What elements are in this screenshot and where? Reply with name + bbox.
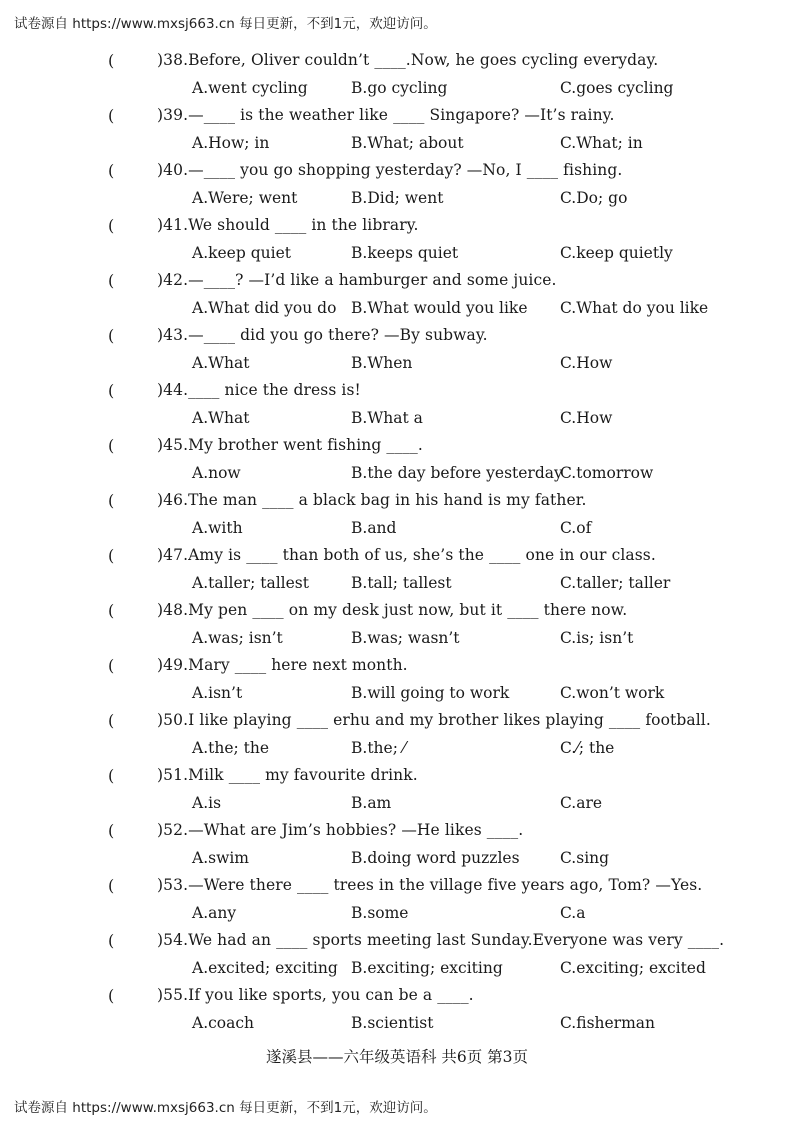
answer-paren: ( xyxy=(108,326,115,345)
answer-paren: ( xyxy=(108,546,115,565)
answer-paren: ( xyxy=(108,656,115,675)
option-a: A.is xyxy=(192,794,222,812)
option-a: A.with xyxy=(192,519,243,537)
answer-paren: ( xyxy=(108,216,115,235)
question-list xyxy=(0,49,794,1039)
answer-paren: ( xyxy=(108,766,115,785)
option-b: B.and xyxy=(351,519,397,537)
question-item xyxy=(0,214,794,269)
option-c: C.What; in xyxy=(560,134,643,152)
question-item xyxy=(0,159,794,214)
option-b: B.some xyxy=(351,904,409,922)
option-c: C.a xyxy=(560,904,586,922)
question-item xyxy=(0,929,794,984)
option-c: C.taller; taller xyxy=(560,574,671,592)
option-a: A.Were; went xyxy=(192,189,298,207)
answer-paren: ( xyxy=(108,436,115,455)
answer-paren: ( xyxy=(108,51,115,70)
question-item xyxy=(0,49,794,104)
question-item xyxy=(0,819,794,874)
option-b: B.What; about xyxy=(351,134,464,152)
watermark-top: 试卷源自 https://www.mxsj663.cn 每日更新，不到1元，欢迎访问。 xyxy=(14,16,437,32)
option-c: C.are xyxy=(560,794,603,812)
answer-paren: ( xyxy=(108,876,115,895)
option-a: A.the; the xyxy=(192,739,270,757)
question-item xyxy=(0,489,794,544)
option-a: A.now xyxy=(192,464,241,482)
option-a: A.How; in xyxy=(192,134,270,152)
option-a: A.was; isn’t xyxy=(192,629,283,647)
option-b: B.What would you like xyxy=(351,299,528,317)
option-c: C.of xyxy=(560,519,592,537)
option-a: A.any xyxy=(192,904,237,922)
option-c: C.won’t work xyxy=(560,684,665,702)
question-item xyxy=(0,104,794,159)
question-stem: )54.We had an ____ sports meeting last Sunday.Everyone was very ____. xyxy=(157,931,725,949)
option-c: C.goes cycling xyxy=(560,79,674,97)
question-stem: )38.Before, Oliver couldn’t ____.Now, he goes cycling everyday. xyxy=(157,51,659,69)
question-stem: )52.—What are Jim’s hobbies? —He likes ____. xyxy=(157,821,524,839)
question-stem: )53.—Were there ____ trees in the village five years ago, Tom? —Yes. xyxy=(157,876,703,894)
question-item xyxy=(0,379,794,434)
question-stem: )45.My brother went fishing ____. xyxy=(157,436,423,454)
question-stem: )50.I like playing ____ erhu and my brother likes playing ____ football. xyxy=(157,711,711,729)
option-a: A.went cycling xyxy=(192,79,308,97)
answer-paren: ( xyxy=(108,986,115,1005)
question-stem: )47.Amy is ____ than both of us, she’s the ____ one in our class. xyxy=(157,546,656,564)
question-item xyxy=(0,324,794,379)
option-c: C.keep quietly xyxy=(560,244,673,262)
question-item xyxy=(0,654,794,709)
option-a: A.coach xyxy=(192,1014,255,1032)
option-c: C.tomorrow xyxy=(560,464,654,482)
answer-paren: ( xyxy=(108,491,115,510)
question-stem: )44.____ nice the dress is! xyxy=(157,381,361,399)
option-b: B.am xyxy=(351,794,392,812)
option-b: B.doing word puzzles xyxy=(351,849,520,867)
option-a: A.keep quiet xyxy=(192,244,291,262)
question-item xyxy=(0,764,794,819)
answer-paren: ( xyxy=(108,106,115,125)
answer-paren: ( xyxy=(108,711,115,730)
option-c: C.exciting; excited xyxy=(560,959,706,977)
option-c: C.is; isn’t xyxy=(560,629,634,647)
question-stem: )46.The man ____ a black bag in his hand is my father. xyxy=(157,491,587,509)
question-item xyxy=(0,874,794,929)
answer-paren: ( xyxy=(108,821,115,840)
option-a: A.taller; tallest xyxy=(192,574,309,592)
option-a: A.What did you do xyxy=(192,299,337,317)
option-a: A.isn’t xyxy=(192,684,243,702)
option-a: A.swim xyxy=(192,849,249,867)
answer-paren: ( xyxy=(108,931,115,950)
question-stem: )55.If you like sports, you can be a ____. xyxy=(157,986,474,1004)
question-item xyxy=(0,269,794,324)
question-item xyxy=(0,709,794,764)
option-b: B.exciting; exciting xyxy=(351,959,503,977)
option-c: C.Do; go xyxy=(560,189,628,207)
option-a: A.excited; exciting xyxy=(192,959,338,977)
answer-paren: ( xyxy=(108,161,115,180)
question-item xyxy=(0,544,794,599)
option-b: B.the day before yesterday xyxy=(351,464,563,482)
page-footer: 遂溪县——六年级英语科 共6页 第3页 xyxy=(265,1048,529,1066)
option-b: B.tall; tallest xyxy=(351,574,452,592)
question-stem: )49.Mary ____ here next month. xyxy=(157,656,408,674)
answer-paren: ( xyxy=(108,381,115,400)
question-item xyxy=(0,599,794,654)
question-stem: )40.—____ you go shopping yesterday? —No, I ____ fishing. xyxy=(157,161,623,179)
question-stem: )43.—____ did you go there? —By subway. xyxy=(157,326,488,344)
option-c: C.What do you like xyxy=(560,299,709,317)
watermark-bottom: 试卷源自 https://www.mxsj663.cn 每日更新，不到1元，欢迎访问。 xyxy=(14,1100,437,1116)
question-stem: )41.We should ____ in the library. xyxy=(157,216,419,234)
option-c: C.⁄; the xyxy=(560,739,615,757)
question-item xyxy=(0,434,794,489)
option-c: C.sing xyxy=(560,849,610,867)
option-b: B.What a xyxy=(351,409,423,427)
option-b: B.will going to work xyxy=(351,684,510,702)
option-c: C.How xyxy=(560,409,613,427)
question-item xyxy=(0,984,794,1039)
answer-paren: ( xyxy=(108,271,115,290)
question-stem: )48.My pen ____ on my desk just now, but it ____ there now. xyxy=(157,601,628,619)
option-a: A.What xyxy=(192,409,250,427)
option-b: B.When xyxy=(351,354,413,372)
option-b: B.keeps quiet xyxy=(351,244,459,262)
option-c: C.How xyxy=(560,354,613,372)
option-b: B.the; ⁄ xyxy=(351,739,406,757)
option-b: B.was; wasn’t xyxy=(351,629,460,647)
option-b: B.go cycling xyxy=(351,79,448,97)
question-stem: )42.—____? —I’d like a hamburger and some juice. xyxy=(157,271,557,289)
option-b: B.scientist xyxy=(351,1014,434,1032)
option-a: A.What xyxy=(192,354,250,372)
answer-paren: ( xyxy=(108,601,115,620)
question-stem: )39.—____ is the weather like ____ Singapore? —It’s rainy. xyxy=(157,106,615,124)
question-stem: )51.Milk ____ my favourite drink. xyxy=(157,766,418,784)
option-c: C.fisherman xyxy=(560,1014,656,1032)
option-b: B.Did; went xyxy=(351,189,444,207)
